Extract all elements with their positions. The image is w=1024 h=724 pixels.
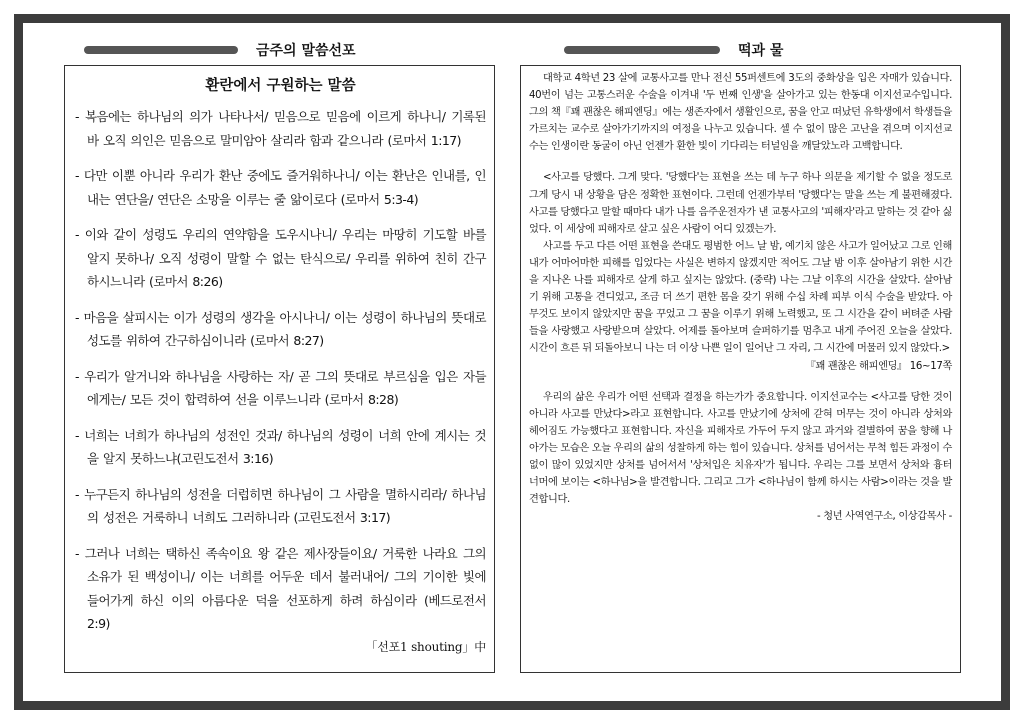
header-bar bbox=[84, 46, 238, 54]
verse-item: - 마음을 살피시는 이가 성령의 생각을 아시나니/ 이는 성령이 하나님의 뜻대로 성도를 위하여 간구하심이니라 (로마서 8:27) bbox=[75, 309, 486, 348]
verse-item: - 우리가 알거니와 하나님을 사랑하는 자/ 곧 그의 뜻대로 부르심을 입은 자들에게는/ 모든 것이 합력하여 선을 이루느니라 (로마서 8:28) bbox=[75, 368, 486, 407]
left-section-header bbox=[84, 40, 356, 60]
book-source: 『꽤 괜찮은 해피엔딩』 16~17쪽 bbox=[805, 360, 952, 372]
essay-paragraph: 대학교 4학년 23 살에 교통사고를 만나 전신 55퍼센트에 3도의 중화상을 입은 자매가 있습니다. 40번이 넘는 고통스러운 수술을 이겨내 '두 번째 인생'을 살아가고 있는 한동대 이지선교수입니다. 그의 책『꽤 괜찮은 해피엔딩』에는 생존자에서 생활인으로, 꿈을 안고 떠났던 유학생에서 학생들을 가르치는 교수로 살아가기까지의 여정을 나누고 있습니다. 셀 수 없이 많은 고난을 겪으며 이지선교수는 인생이란 동굴이 아닌 언젠가 환한 빛이 기다리는 터널임을 깨달았노라 고백합니다. bbox=[529, 73, 952, 153]
right-section-header bbox=[564, 40, 783, 60]
verse-item: - 이와 같이 성령도 우리의 연약함을 도우시나니/ 우리는 마땅히 기도할 바를 알지 못하나/ 오직 성령이 말할 수 없는 탄식으로/ 우리를 위하여 친히 간구하시느니라 (로마서 8:26) bbox=[75, 227, 486, 289]
scripture-box bbox=[64, 65, 495, 673]
verse-item: - 너희는 너희가 하나님의 성전인 것과/ 하나님의 성령이 너희 안에 계시는 것을 알지 못하느냐(고린도전서 3:16) bbox=[75, 427, 486, 466]
scripture-source: 「선포1 shouting」中 bbox=[365, 639, 486, 654]
quote-paragraph: <사고를 당했다. 그게 맞다. '당했다'는 표현을 쓰는 데 누구 하나 의문을 제기할 수 없을 정도로 그게 당시 내 상황을 담은 정확한 표현이다. 그런데 언젠가부터 '당했다'는 말을 쓰는 게 불편해졌다. 사고를 당했다고 말할 때마다 내가 나를 음주운전자가 낸 교통사고의 '피해자'라고 말하는 것 같아 싫었다. 이 세상에 피해자로 살고 싶은 사람이 어디 있겠는가. bbox=[529, 172, 952, 235]
verse-item: - 누구든지 하나님의 성전을 더럽히면 하나님이 그 사람을 멸하시리라/ 하나님의 성전은 거룩하니 너희도 그러하니라 (고린도전서 3:17) bbox=[75, 486, 486, 525]
right-section-title: 떡과 물 bbox=[738, 43, 784, 59]
essay-paragraph: 우리의 삶은 우리가 어떤 선택과 결정을 하는가가 중요합니다. 이지선교수는 <사고를 당한 것이 아니라 사고를 만났다>라고 표현합니다. 사고를 만났기에 상처에 갇혀 머무는 것이 아니라 상처와 헤어짐도 가능했다고 표현합니다. 자신을 피해자로 가두어 두지 않고 과거와 결별하여 꿈을 향해 나아가는 모습은 오늘 우리의 삶의 성찰하게 하는 힘이 있습니다. 상처를 넘어서는 무척 힘든 과정이 수없이 많이 있었지만 상처를 넘어서서 '상처입은 치유자'가 됩니다. 우리는 그를 보면서 상처와 흉터 너머에 보이는 <하나님>을 발견합니다. 그리고 그가 <하나님이 함께 하시는 사람>이라는 것을 발견합니다. bbox=[529, 391, 952, 506]
scripture-box-title: 환란에서 구원하는 말씀 bbox=[205, 78, 356, 94]
verse-item: - 그러나 너희는 택하신 족속이요 왕 같은 제사장들이요/ 거룩한 나라요 그의 소유가 된 백성이니/ 이는 너희를 어두운 데서 불러내어/ 그의 기이한 빛에 들어가게 하신 이의 아름다운 덕을 선포하게 하려 하심이라 (베드로전서 2:9) bbox=[75, 545, 486, 631]
left-section-title: 금주의 말씀선포 bbox=[256, 43, 356, 59]
quote-paragraph: 사고를 두고 다른 어떤 표현을 쓴대도 평범한 어느 날 밤, 예기치 않은 사고가 일어났고 그로 인해 내가 어마어마한 피해를 입었다는 사실은 변하지 않겠지만 적어도 그날 밤 이후 살아남기 위한 시간을 지나온 나를 피해자로 살게 하고 싶지는 않았다. (중략) 나는 그날 이후의 시간을 살았다. 살아남기 위해 고통을 견디었고, 조금 더 쓰기 편한 몸을 갖기 위해 수십 차례 피부 이식 수술을 받았다. 아무것도 보이지 않았지만 꿈을 꾸었고 그 꿈을 이루기 위해 노력했고, 또 그 시간을 같이 버텨준 사람들을 사랑했고 사랑받으며 살았다. 어제를 돌아보며 슬퍼하기를 멈추고 내게 주어진 오늘을 살았다. 시간이 흐른 뒤 되돌아보니 나는 더 이상 나쁜 일이 일어난 그 자리, 그 시간에 머물러 있지 않았다.> bbox=[529, 240, 952, 355]
header-bar bbox=[564, 46, 720, 54]
essay-box bbox=[520, 65, 961, 673]
author-signature: - 청년 사역연구소, 이상갑목사 - bbox=[817, 511, 952, 523]
verse-item: - 다만 이뿐 아니라 우리가 환난 중에도 즐거워하나니/ 이는 환난은 인내를, 인내는 연단을/ 연단은 소망을 이루는 줄 앎이로다 (로마서 5:3-4) bbox=[75, 168, 486, 207]
verse-item: - 복음에는 하나님의 의가 나타나서/ 믿음으로 믿음에 이르게 하나니/ 기록된 바 오직 의인은 믿음으로 말미암아 살리라 함과 같으니라 (로마서 1:17) bbox=[75, 109, 486, 148]
